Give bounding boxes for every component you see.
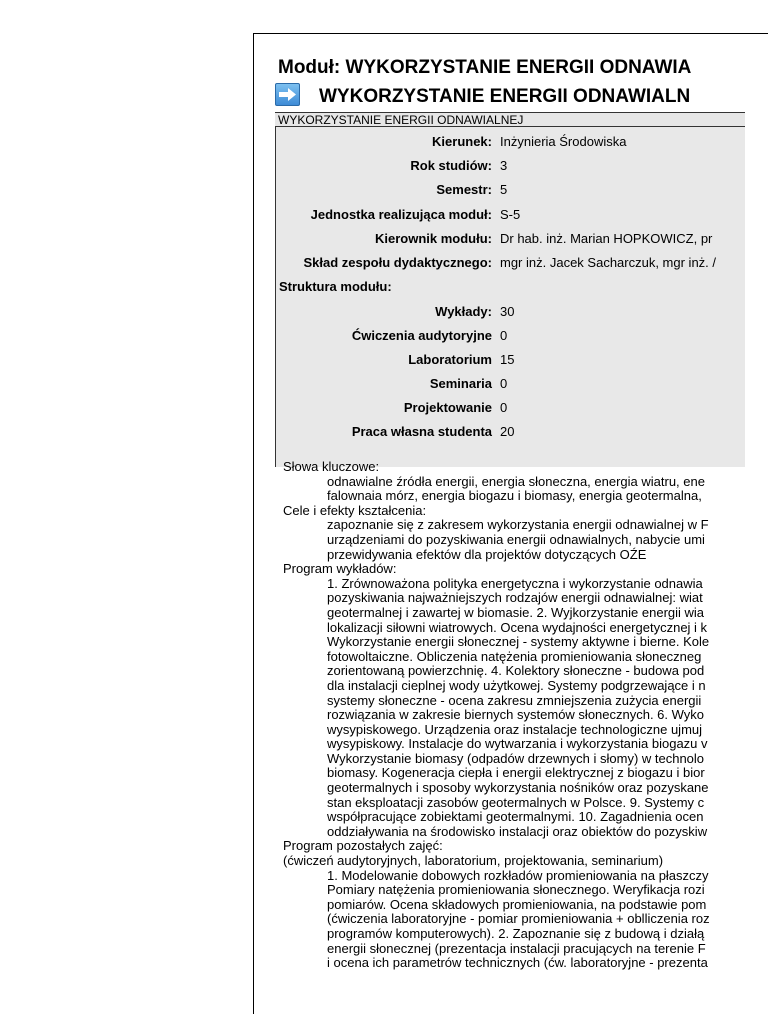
- kierunek-label: Kierunek:: [432, 134, 492, 149]
- program-line: systemy słoneczne - ocena zakresu zmniejszenia zużycia energii: [327, 692, 702, 708]
- slowa-heading: Słowa kluczowe:: [283, 459, 380, 474]
- jednostka-value: S-5: [500, 207, 521, 222]
- program-line: lokalizacji siłowni wiatrowych. Ocena wydajności energetycznej i k: [327, 619, 708, 635]
- slowa-line: odnawialne źródła energii, energia słoneczna, energia wiatru, ene: [327, 473, 705, 489]
- program-line: Wykorzystanie energii słonecznej - systemy aktywne i bierne. Kole: [327, 634, 710, 650]
- kierownik-label: Kierownik modułu:: [375, 231, 492, 246]
- pozostale-line: programów komputerowych). 2. Zapoznanie się z budową i działą: [327, 926, 705, 941]
- rok-value: 3: [500, 158, 508, 173]
- module-title-bar: WYKORZYSTANIE ENERGII ODNAWIALNEJ: [275, 112, 745, 127]
- pozostale-line: pomiarów. Ocena składowych promieniowania, na podstawie pom: [327, 896, 707, 912]
- sklad-label: Skład zespołu dydaktycznego:: [303, 255, 492, 270]
- semestr-label: Semestr:: [436, 182, 492, 197]
- slowa-line: falownaia mórz, energia biogazu i biomasy, energia geotermalna,: [327, 488, 702, 504]
- arrow-right-icon[interactable]: [275, 83, 300, 106]
- program-line: geotermalnych i sposoby wykorzystania nośników oraz pozyskane: [327, 780, 709, 796]
- laboratorium-value: 15: [500, 352, 515, 367]
- program-line: biomasy. Kogeneracja ciepła i energii elektrycznej z biogazu i bior: [327, 765, 705, 781]
- pozostale-line: energii słonecznej (prezentacja instalacji pracujących na terenie F: [327, 940, 706, 956]
- wyklady-label: Wykłady:: [435, 304, 492, 319]
- info-row-struktura: [279, 279, 392, 294]
- program-line: 1. Zrównoważona polityka energetyczna i wykorzystanie odnawia: [327, 575, 703, 591]
- cwiczenia-label: Ćwiczenia audytoryjne: [351, 328, 492, 343]
- program-line: współpracujące zobiektami geotermalnymi. 10. Zagadnienia ocen: [327, 809, 704, 825]
- program-line: zorientowaną powierzchnię. 4. Kolektory słoneczne - budowa pod: [327, 663, 705, 679]
- program-line: stan eksploatacji zasobów geotermalnych w Polsce. 9. Systemy c: [327, 794, 705, 810]
- praca-value: 20: [500, 424, 515, 439]
- module-info-panel: [275, 127, 745, 467]
- module-description: [283, 460, 710, 971]
- program-line: geotermalnej i zawartej w biomasie. 2. Wyjkorzystanie energii wia: [327, 604, 705, 620]
- pozostale-line: Pomiary natężenia promieniowania słonecznego. Weryfikacja rozi: [327, 882, 705, 898]
- jednostka-label: Jednostka realizująca moduł:: [310, 207, 492, 222]
- cele-line: przewidywania efektów dla projektów dotyczących OŹE: [327, 546, 647, 562]
- program-line: rozwiązania w zakresie biernych systemów słonecznych. 6. Wyko: [327, 707, 705, 723]
- sklad-value: mgr inż. Jacek Sacharczuk, mgr inż. /: [500, 255, 717, 270]
- wyklady-value: 30: [500, 304, 515, 319]
- module-title: Moduł: WYKORZYSTANIE ENERGII ODNAWIA: [278, 57, 692, 78]
- projektowanie-value: 0: [500, 400, 508, 415]
- rok-label: Rok studiów:: [410, 158, 492, 173]
- program-line: dla instalacji cieplnej wody użytkowej. Systemy podgrzewające i n: [327, 677, 706, 693]
- seminaria-label: Seminaria: [429, 376, 492, 391]
- cele-line: zapoznanie się z zakresem wykorzystania energii odnawialnej w F: [327, 517, 709, 533]
- program-line: oddziaływania na środowisko instalacji oraz obiektów do pozyskiw: [327, 823, 708, 839]
- program-line: wysypiskowy. Instalacje do wytwarzania i wykorzystania biogazu v: [327, 736, 708, 752]
- cele-heading: Cele i efekty kształcenia:: [283, 502, 427, 518]
- kierunek-value: Inżynieria Środowiska: [500, 134, 627, 149]
- pozostale-heading: Program pozostałych zajęć:: [283, 838, 443, 854]
- pozostale-line: i ocena ich parametrów technicznych (ćw. laboratoryjne - prezenta: [327, 955, 708, 971]
- struktura-label: Struktura modułu:: [279, 279, 392, 294]
- program-heading: Program wykładów:: [283, 561, 397, 577]
- pozostale-line: 1. Modelowanie dobowych rozkładów promieniowania na płaszczy: [327, 867, 709, 883]
- program-line: Wykorzystanie biomasy (odpadów drzewnych i słomy) w technolo: [327, 750, 705, 766]
- cwiczenia-value: 0: [500, 328, 508, 343]
- pozostale-line: (ćwiczenia laboratoryjne - pomiar promieniowania + oblliczenia roz: [327, 911, 710, 927]
- document-content: [275, 0, 745, 994]
- cele-line: urządzeniami do pozyskiwania energii odnawialnych, nabycie umi: [327, 531, 705, 547]
- pozostale-subheading: (ćwiczeń audytoryjnych, laboratorium, projektowania, seminarium): [283, 853, 664, 869]
- semestr-value: 5: [500, 182, 508, 197]
- seminaria-value: 0: [500, 376, 508, 391]
- laboratorium-label: Laboratorium: [408, 352, 492, 367]
- program-line: fotowoltaiczne. Obliczenia natężenia promieniowania słoneczneg: [327, 648, 702, 664]
- program-line: pozyskiwania najważniejszych rodzajów energii odnawialnej: wiat: [327, 590, 703, 606]
- projektowanie-label: Projektowanie: [403, 400, 492, 415]
- kierownik-value: Dr hab. inż. Marian HOPKOWICZ, pr: [500, 231, 713, 246]
- program-line: wysypiskowego. Urządzenia oraz instalacje technologiczne ujmuj: [327, 721, 703, 737]
- praca-label: Praca własna studenta: [351, 424, 492, 439]
- module-name: WYKORZYSTANIE ENERGII ODNAWIALN: [319, 86, 691, 107]
